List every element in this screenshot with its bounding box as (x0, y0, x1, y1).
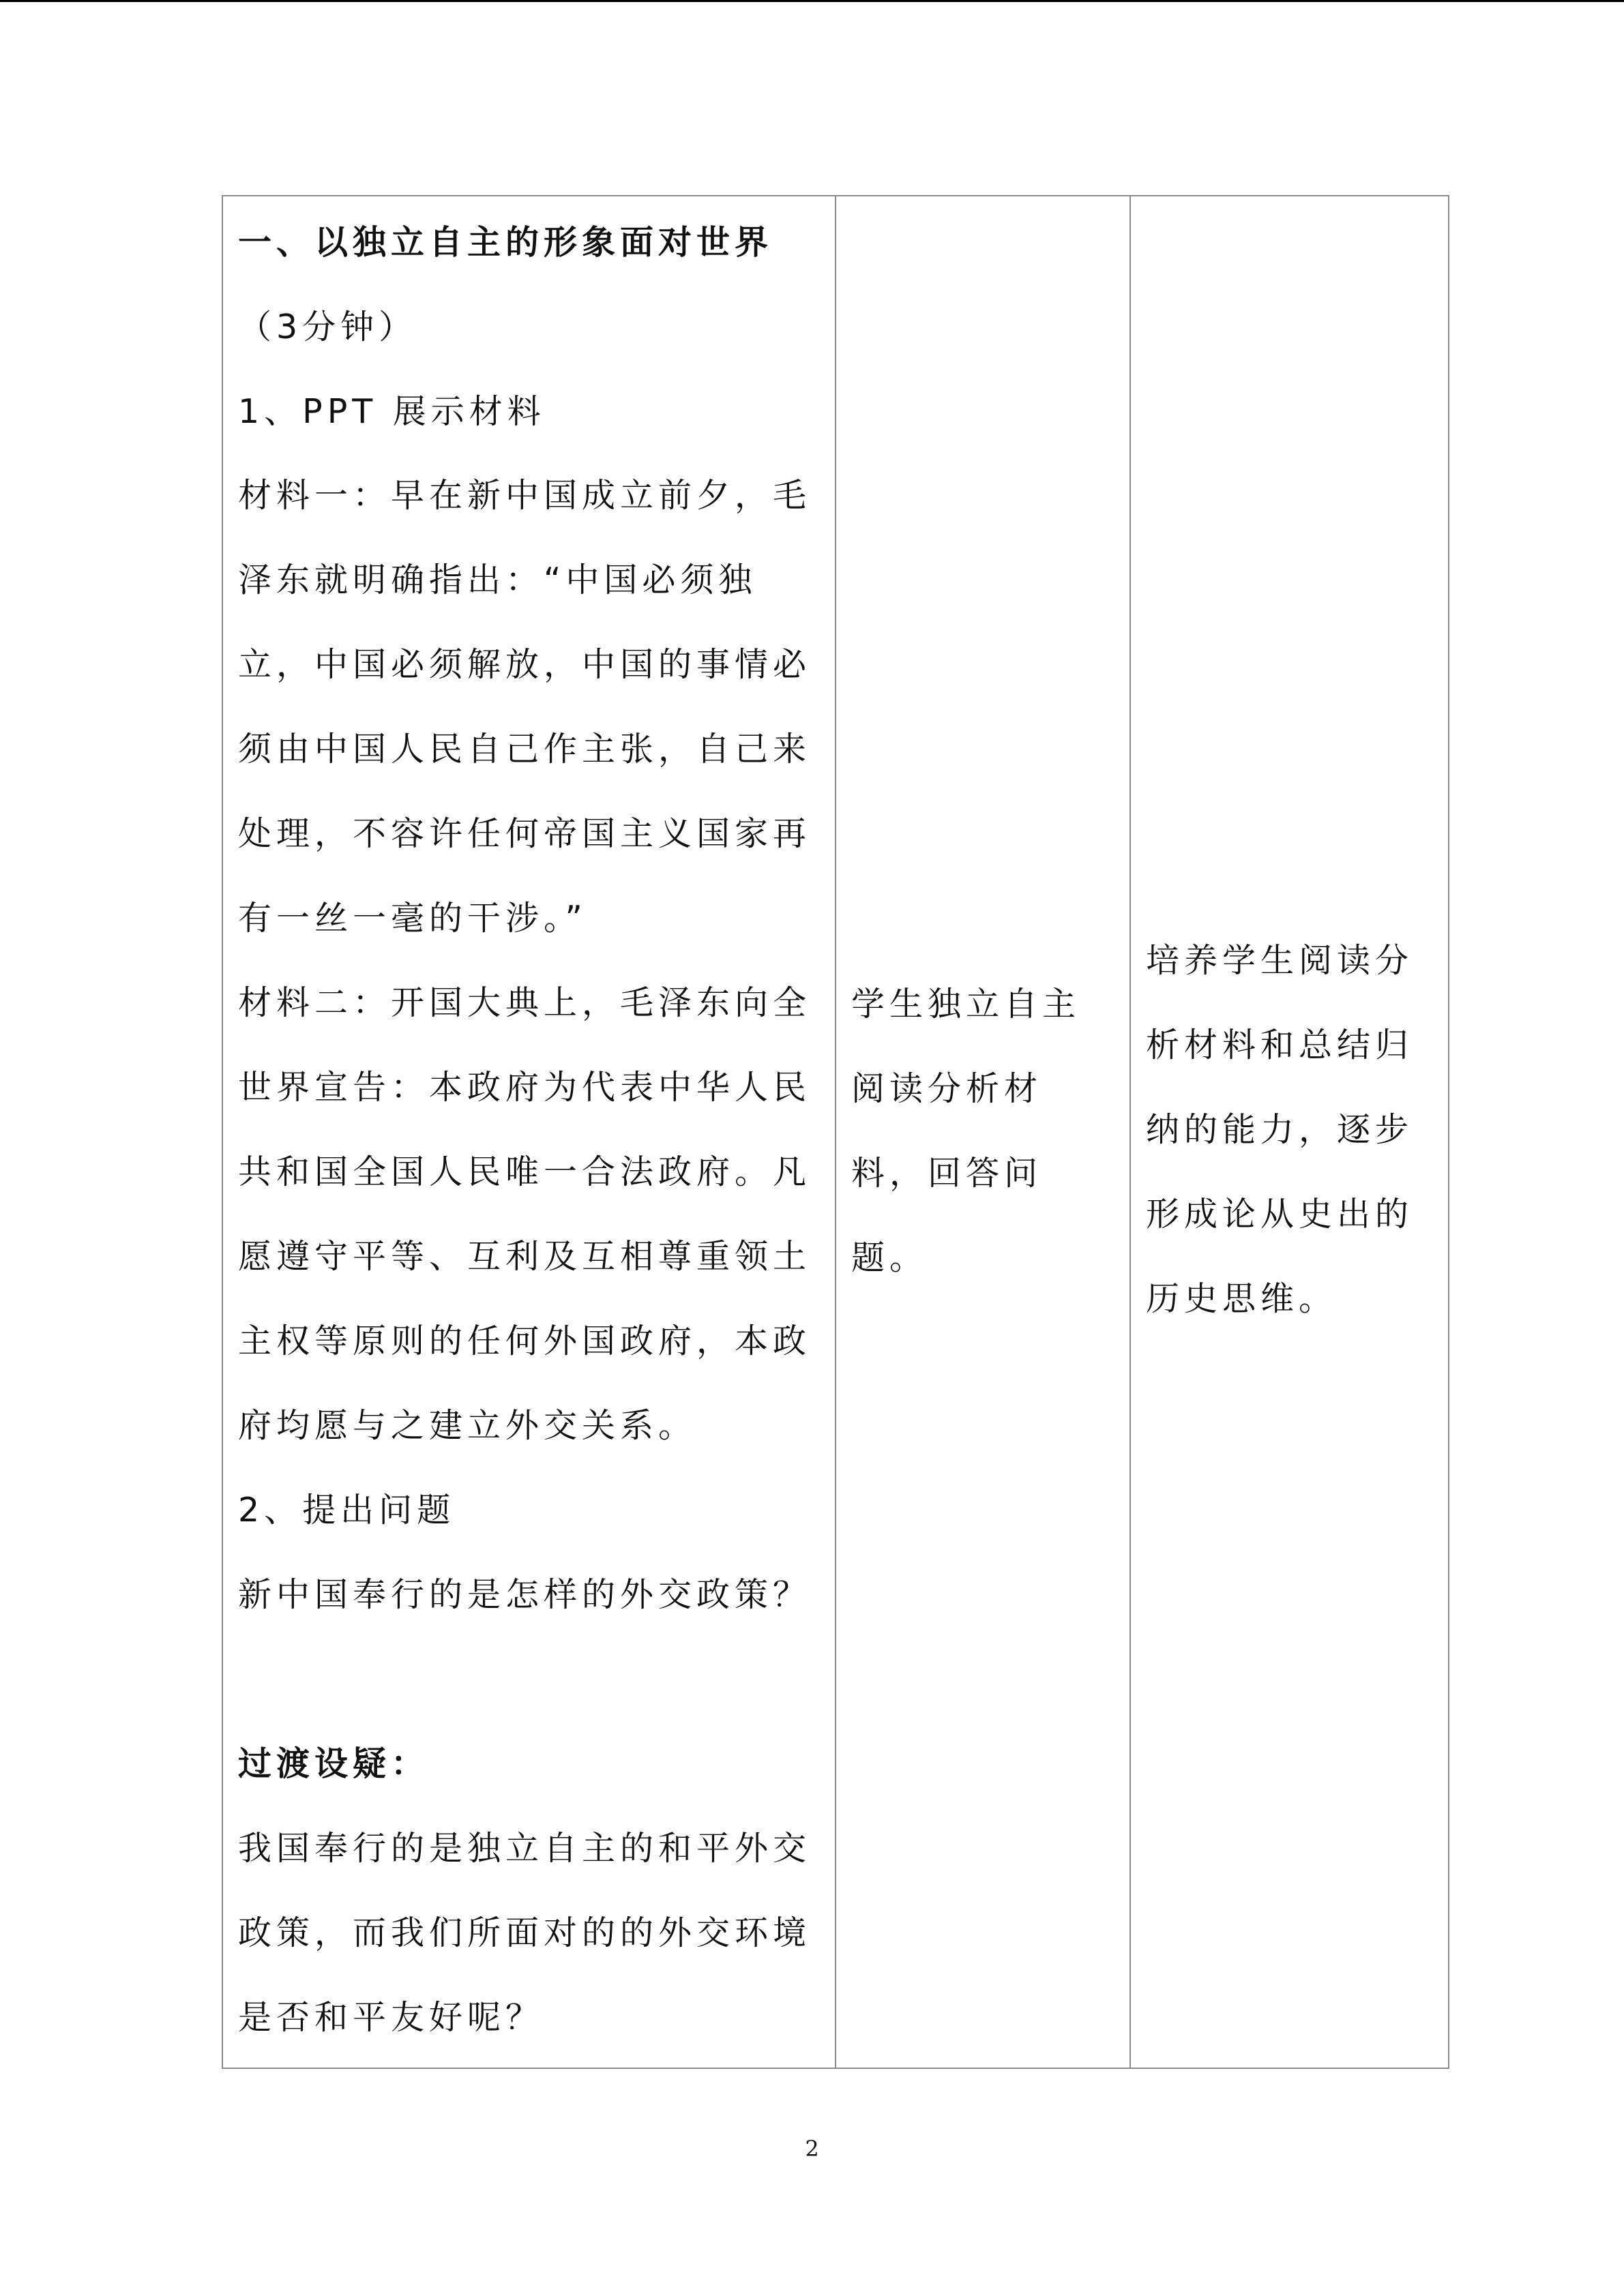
step-2-heading: 2、提出问题 (238, 1491, 456, 1530)
material-text-line: 立，中国必须解放，中国的事情必 (238, 645, 812, 684)
material-text-line: 世界宣告：本政府为代表中华人民 (238, 1068, 812, 1107)
design-intent-cell (1131, 196, 1448, 2068)
material-text-line: 主权等原则的任何外国政府，本政 (238, 1322, 812, 1360)
material-text-line: 泽东就明确指出：“中国必须独 (238, 561, 757, 599)
material-text-line: 有一丝一毫的干涉。” (238, 899, 587, 938)
material-text-line: 材料一：早在新中国成立前夕，毛 (238, 476, 812, 515)
transition-heading: 过渡设疑： (238, 1744, 430, 1783)
page-number: 2 (805, 2136, 819, 2162)
design-intent-line: 形成论从史出的 (1146, 1195, 1414, 1234)
student-activity-line: 题。 (851, 1238, 928, 1277)
section-heading: 一、以独立自主的形象面对世界 (238, 223, 773, 262)
design-intent-line: 培养学生阅读分 (1146, 941, 1414, 980)
material-text-line: 共和国全国人民唯一合法政府。凡 (238, 1152, 812, 1191)
top-border-rule (0, 0, 1624, 2)
transition-text-line: 是否和平友好呢？ (238, 1998, 544, 2037)
material-text-line: 须由中国人民自己作主张，自己来 (238, 730, 812, 769)
material-text-line: 材料二：开国大典上，毛泽东向全 (238, 983, 812, 1022)
transition-text-line: 政策，而我们所面对的的外交环境 (238, 1913, 812, 1952)
step-1-heading: 1、PPT 展示材料 (238, 392, 546, 431)
student-activity-line: 料，回答问 (851, 1154, 1043, 1193)
question-text: 新中国奉行的是怎样的外交政策？ (238, 1575, 812, 1614)
material-text-line: 府均愿与之建立外交关系。 (238, 1406, 697, 1445)
design-intent-line: 析材料和总结归 (1146, 1026, 1414, 1064)
transition-text-line: 我国奉行的是独立自主的和平外交 (238, 1829, 812, 1868)
teaching-content-cell (223, 196, 836, 2068)
material-text-line: 处理，不容许任何帝国主义国家再 (238, 814, 812, 853)
student-activity-cell (836, 196, 1131, 2068)
design-intent-line: 历史思维。 (1146, 1279, 1338, 1318)
lesson-plan-table (222, 195, 1449, 2069)
design-intent-line: 纳的能力，逐步 (1146, 1110, 1414, 1149)
student-activity-line: 阅读分析材 (851, 1069, 1043, 1108)
time-note: （3分钟） (238, 308, 417, 346)
student-activity-line: 学生独立自主 (851, 985, 1081, 1024)
material-text-line: 愿遵守平等、互利及互相尊重领土 (238, 1237, 812, 1276)
